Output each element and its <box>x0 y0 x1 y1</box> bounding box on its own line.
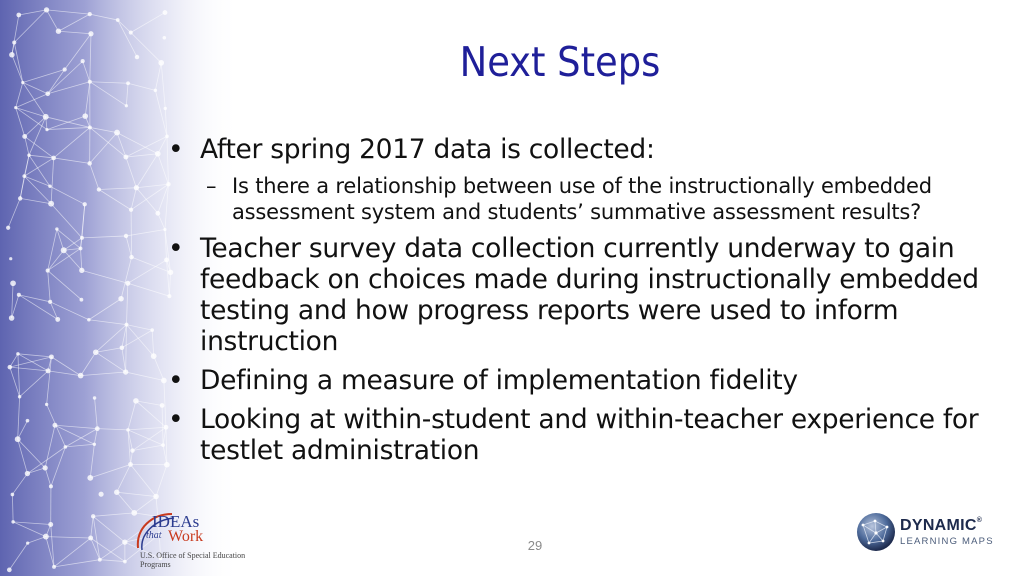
network-node <box>130 448 134 452</box>
network-node <box>135 55 139 59</box>
bullet-text: Looking at within-student and within-teacher experience for testlet administration <box>200 404 979 466</box>
bullet-text: Teacher survey data collection currently underway to gain feedback on choices made during instructionally embedded testing and how progress reports were used to inform instruction <box>200 233 979 357</box>
network-node <box>161 378 167 384</box>
logo-ideas-text: IDEAs <box>152 512 200 531</box>
bullet-item <box>168 404 998 466</box>
network-node <box>10 280 16 286</box>
logo-tagline-text: LEARNING MAPS <box>900 536 994 547</box>
network-node <box>80 236 84 240</box>
network-node <box>153 494 159 500</box>
network-node <box>151 353 157 359</box>
network-node <box>43 465 48 470</box>
network-node <box>129 208 133 212</box>
network-node <box>164 107 167 110</box>
network-node <box>45 91 50 96</box>
network-node <box>114 490 119 495</box>
bullet-marker: • <box>168 233 184 264</box>
ideas-that-work-logo <box>132 508 252 570</box>
network-node <box>125 104 128 107</box>
network-node <box>52 423 57 428</box>
network-node <box>133 398 139 404</box>
network-node <box>43 534 49 540</box>
logo-dynamic-text <box>900 517 982 535</box>
network-node <box>18 196 22 200</box>
network-node <box>134 185 139 190</box>
network-node <box>163 36 167 40</box>
network-node <box>7 568 12 573</box>
dynamic-learning-maps-logo <box>855 511 1015 556</box>
logo-dynamic-name: DYNAMIC <box>900 517 977 534</box>
bullet-item <box>168 365 998 396</box>
network-node <box>128 462 133 467</box>
network-node <box>125 281 130 286</box>
network-node <box>55 227 58 230</box>
network-node <box>9 52 15 58</box>
network-node <box>21 81 24 84</box>
network-node <box>81 59 85 63</box>
registered-mark: ® <box>976 517 983 524</box>
network-node <box>46 269 50 273</box>
network-node <box>98 558 102 562</box>
network-node <box>14 106 17 109</box>
network-node <box>9 257 12 260</box>
network-node <box>120 345 125 350</box>
sub-bullet-marker: – <box>206 174 217 198</box>
bullet-marker: • <box>168 365 184 396</box>
network-node <box>93 349 99 355</box>
network-node <box>49 484 53 488</box>
network-node <box>9 315 15 321</box>
network-node <box>95 426 100 431</box>
sub-bullet-text: Is there a relationship between use of the instructionally embedded assessment system and students’ summative assessment results? <box>232 174 932 224</box>
network-node <box>49 354 54 359</box>
network-node <box>129 255 134 260</box>
network-node <box>99 492 104 497</box>
bullet-text: Defining a measure of implementation fidelity <box>200 365 798 396</box>
network-node <box>116 18 120 22</box>
network-node <box>88 80 92 84</box>
bullet-text: After spring 2017 data is collected: <box>200 134 655 165</box>
network-node <box>27 153 30 156</box>
bullet-list <box>168 134 998 474</box>
network-node <box>46 368 51 373</box>
network-node <box>163 10 168 15</box>
network-node <box>48 185 51 188</box>
network-node <box>63 67 67 71</box>
network-node <box>88 536 93 541</box>
network-node <box>155 211 160 216</box>
bullet-item <box>168 134 998 165</box>
network-node <box>17 293 21 297</box>
network-node <box>48 300 52 304</box>
network-node <box>118 296 123 301</box>
network-node <box>25 471 30 476</box>
network-node <box>88 12 92 16</box>
network-node <box>123 155 128 160</box>
logo-office-text: U.S. Office of Special Education Programs <box>140 551 246 569</box>
network-node <box>43 114 49 120</box>
logo-work-text: Work <box>168 528 204 545</box>
network-node <box>8 365 13 370</box>
network-node <box>126 428 130 432</box>
network-node <box>122 539 127 544</box>
network-node <box>83 202 87 206</box>
network-node <box>18 395 21 398</box>
bullet-item <box>168 233 998 357</box>
network-node <box>78 373 84 379</box>
bullet-marker: • <box>168 134 184 165</box>
network-node <box>16 13 21 18</box>
network-node <box>91 514 95 518</box>
network-node <box>45 128 48 131</box>
network-node <box>161 443 165 447</box>
network-node <box>97 187 101 191</box>
logo-that-text: that <box>146 530 162 541</box>
network-node <box>61 247 67 253</box>
network-node <box>48 522 53 527</box>
network-node <box>52 565 56 569</box>
sub-bullet-item <box>168 173 998 225</box>
network-node <box>64 445 68 449</box>
network-node <box>16 352 19 355</box>
network-node <box>6 226 10 230</box>
globe-icon <box>855 511 897 553</box>
network-node <box>56 29 61 34</box>
network-node <box>87 475 93 481</box>
network-node <box>45 403 48 406</box>
network-node <box>48 201 54 207</box>
network-node <box>155 151 161 157</box>
network-node <box>87 161 92 166</box>
network-node <box>80 298 84 302</box>
slide-title: Next Steps <box>459 38 661 86</box>
network-node <box>44 7 49 12</box>
network-node <box>123 560 127 564</box>
network-node <box>160 403 165 408</box>
network-node <box>26 419 30 423</box>
network-node <box>11 493 15 497</box>
network-node <box>154 89 157 92</box>
bullet-marker: • <box>168 404 184 435</box>
network-node <box>93 396 96 399</box>
network-node <box>51 156 56 161</box>
network-node <box>88 31 93 36</box>
network-node <box>114 130 120 136</box>
network-node <box>22 134 27 139</box>
page-number: 29 <box>527 538 543 553</box>
network-node <box>124 234 128 238</box>
network-node <box>150 328 154 332</box>
network-node <box>126 81 130 85</box>
network-node <box>88 125 92 129</box>
network-node <box>11 520 14 523</box>
network-node <box>129 30 133 34</box>
network-node <box>123 369 128 374</box>
network-node <box>55 317 60 322</box>
network-node <box>93 443 96 446</box>
network-node <box>82 113 88 119</box>
network-node <box>15 436 21 442</box>
network-node <box>158 60 164 66</box>
network-node <box>87 318 91 322</box>
network-node <box>163 228 166 231</box>
network-node <box>79 247 83 251</box>
network-node <box>79 268 84 273</box>
network-node <box>26 541 29 544</box>
network-node <box>12 40 16 44</box>
network-node <box>125 323 129 327</box>
network-node <box>22 174 26 178</box>
